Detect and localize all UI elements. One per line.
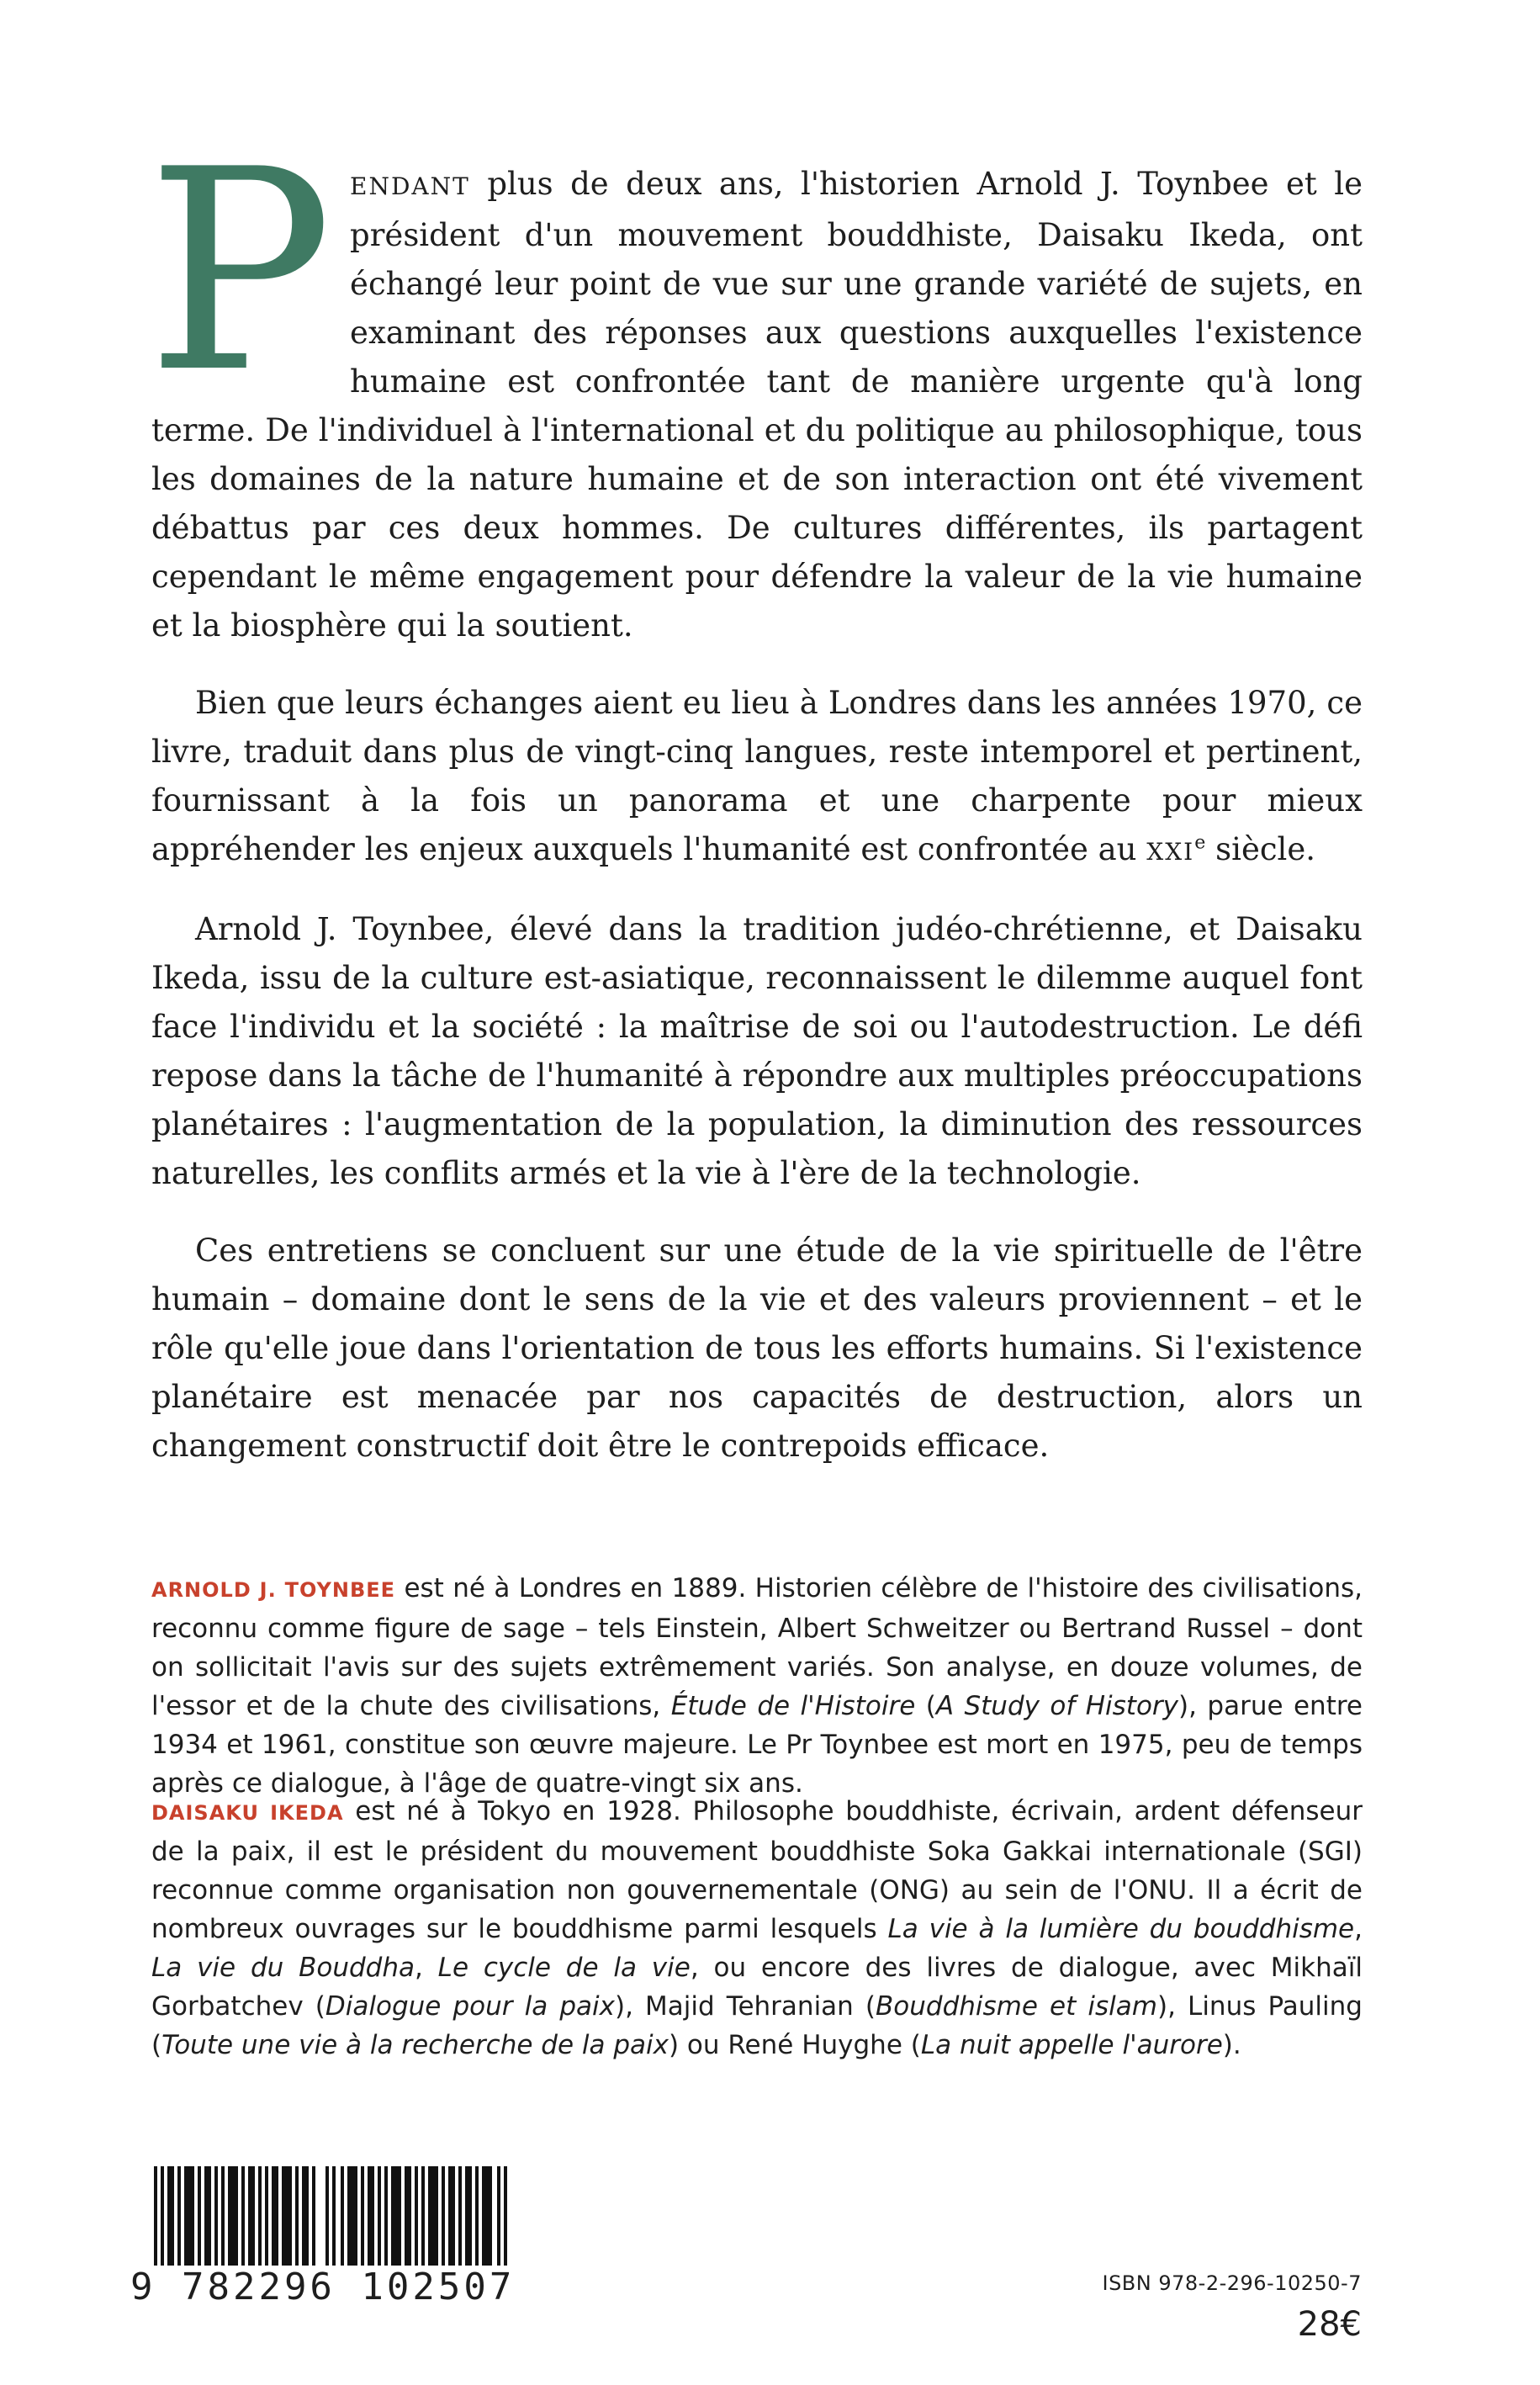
century-suffix: e: [1194, 831, 1206, 854]
book-title: Bouddhisme et islam: [876, 1991, 1157, 2022]
bio-name-toynbee: ARNOLD J. TOYNBEE: [151, 1578, 396, 1602]
bio-text: ,: [414, 1953, 438, 1983]
bio-name-ikeda: DAISAKU IKEDA: [151, 1801, 344, 1825]
book-title: A Study of History: [935, 1691, 1179, 1721]
bio-text: ), Majid Tehranian (: [614, 1991, 876, 2022]
blurb: [146, 110, 1363, 1499]
book-title: La vie du Bouddha: [151, 1953, 415, 1983]
book-title: Toute une vie à la recherche de la paix: [161, 2030, 669, 2060]
barcode: [130, 2166, 526, 2318]
bio-text: ,: [1354, 1914, 1363, 1944]
blurb-paragraph-3: Arnold J. Toynbee, élevé dans la tradition judéo-chrétienne, et Daisaku Ikeda, issu de la culture est-asiatique, reconnaissent le dilemme auquel font face l'individu et la société : la maîtrise de soi ou l'autodestruction. Le défi repose dans la tâche de l'humanité à répondre aux multiples préoccupations planétaires : l'augmentation de la population, la diminution des ressources naturelles, les conflits armés et la vie à l'ère de la technologie.: [151, 911, 1363, 1191]
blurb-paragraph-1: [146, 110, 1363, 650]
barcode-digits: [130, 2266, 534, 2308]
bio-text: ).: [1222, 2030, 1241, 2060]
book-title: La nuit appelle l'aurore: [920, 2030, 1223, 2060]
paragraph-1-text: plus de deux ans, l'historien Arnold J. Toynbee et le président d'un mouvement bouddhiste, Daisaku Ikeda, ont échangé leur point de vue sur une grande variété de sujets, en examinant des réponses aux questions auxquelles l'existence humaine est confrontée tant de manière urgente qu'à long terme. De l'individuel à l'international et du politique au philosophique, tous les domaines de la nature humaine et de son interaction ont été vivement débattus par ces deux hommes. De cultures différentes, ils partagent cependant le même engagement pour défendre la valeur de la vie humaine et la biosphère qui la soutient.: [151, 166, 1363, 644]
bio-text: , ou encore des livres de dialogue, avec Mikhaïl Gorbatchev (: [151, 1953, 1363, 2022]
barcode-number: 9 782296 102507: [130, 2266, 516, 2308]
bio-ikeda: [151, 1792, 1363, 2064]
isbn: ISBN 978-2-296-10250-7: [1102, 2271, 1362, 2295]
price: 28€: [1297, 2305, 1362, 2344]
bio-text: est né à Tokyo en 1928. Philosophe bouddhiste, écrivain, ardent défenseur de la paix, il est le président du mouvement bouddhiste Soka Gakkai internationale (SGI) reconnue comme organisation non gouvernementale (ONG) au sein de l'ONU. Il a écrit de nombreux ouvrages sur le bouddhisme parmi lesquels: [151, 1796, 1363, 1944]
drop-cap: P: [146, 110, 334, 433]
paragraph-2-end: siècle.: [1205, 831, 1316, 867]
book-title: Étude de l'Histoire: [670, 1691, 916, 1721]
blurb-paragraph-2: [151, 679, 1363, 877]
book-title: Dialogue pour la paix: [325, 1991, 615, 2022]
lead-smallcaps: ENDANT: [350, 172, 470, 200]
bio-text: est né à Londres en 1889. Historien célèbre de l'histoire des civilisations, reconnu comme figure de sage – tels Einstein, Albert Schweitzer ou Bertrand Russel – dont on sollicitait l'avis sur des sujets extrêmement variés. Son analyse, en douze volumes, de l'essor et de la chute des civilisations,: [151, 1573, 1363, 1721]
paragraph-2-text: Bien que leurs échanges aient eu lieu à Londres dans les années 1970, ce livre, traduit dans plus de vingt-cinq langues, reste intemporel et pertinent, fournissant à la fois un panorama et une charpente pour mieux appréhender les enjeux auxquels l'humanité est confrontée au: [151, 685, 1363, 867]
book-title: Le cycle de la vie: [437, 1953, 691, 1983]
book-title: La vie à la lumière du bouddhisme: [887, 1914, 1355, 1944]
bio-text: (: [915, 1691, 936, 1721]
bio-text: ), parue entre 1934 et 1961, constitue son œuvre majeure. Le Pr Toynbee est mort en 1975, peu de temps après ce dialogue, à l'âge de quatre-vingt six ans.: [151, 1691, 1363, 1799]
bio-text: ) ou René Huyghe (: [668, 2030, 921, 2060]
bio-text: ), Linus Pauling (: [151, 1991, 1363, 2060]
blurb-paragraph-4: Ces entretiens se concluent sur une étude de la vie spirituelle de l'être humain – domaine dont le sens de la vie et des valeurs proviennent – et le rôle qu'elle joue dans l'orientation de tous les efforts humains. Si l'existence planétaire est menacée par nos capacités de destruction, alors un changement constructif doit être le contrepoids efficace.: [151, 1232, 1363, 1464]
century-numeral: XXI: [1146, 838, 1195, 866]
bio-toynbee: [151, 1569, 1363, 1803]
